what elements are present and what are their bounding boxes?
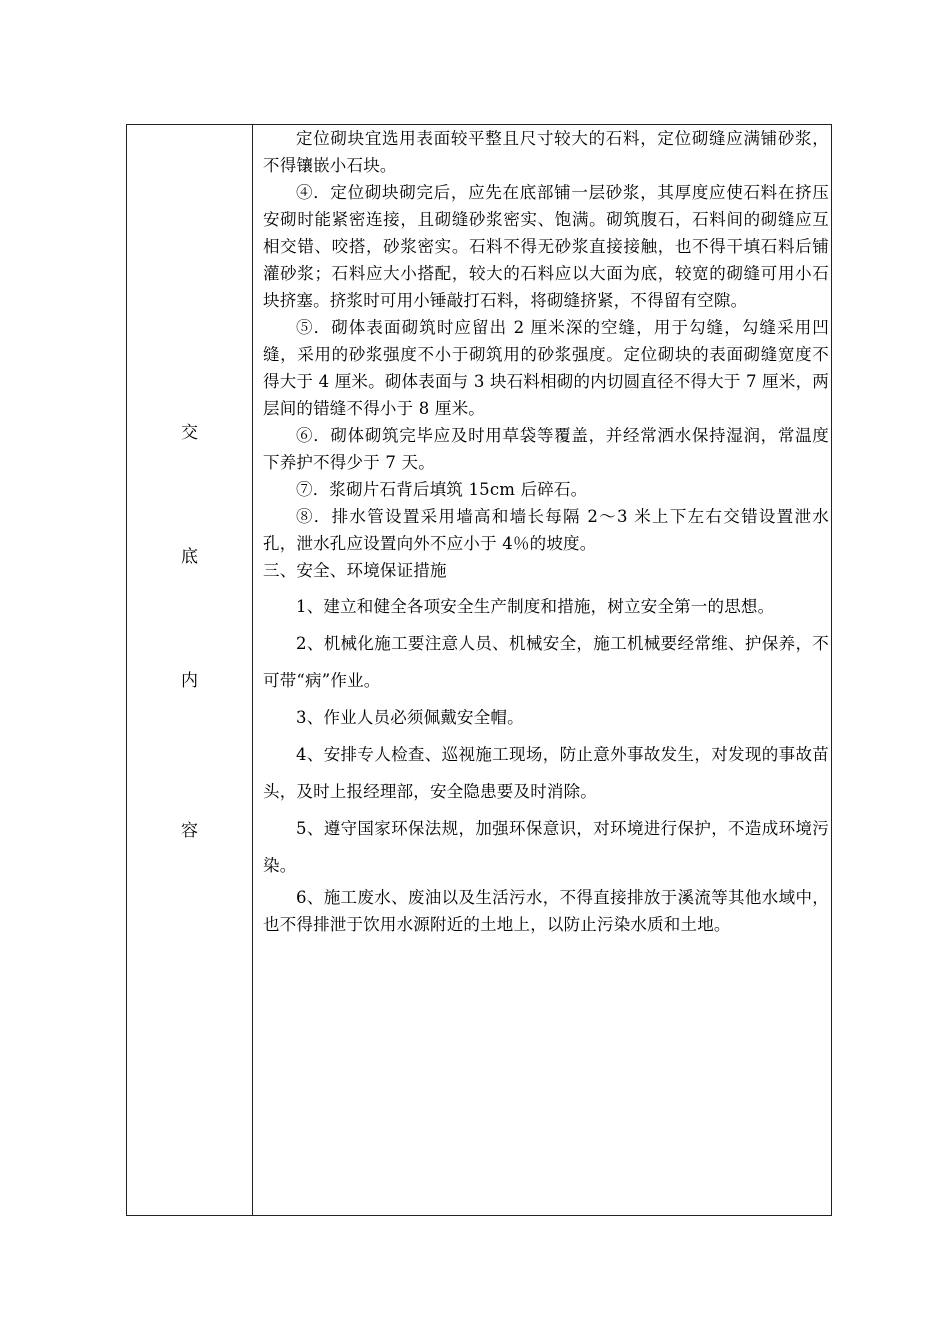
paragraph: ④．定位砌块砌完后，应先在底部铺一层砂浆，其厚度应使石料在挤压安砌时能紧密连接，且砌缝砂浆密实、饱满。砌筑腹石，石料间的砌缝应互相交错、咬搭，砂浆密实。石料不得无砂浆直接接触，也不得干填石料后铺灌砂浆；石料应大小搭配，较大的石料应以大面为底，较宽的砌缝可用小石块挤塞。挤浆时可用小锤敲打石料，将砌缝挤紧，不得留有空隙。	[263, 183, 829, 310]
disclosure-table	[126, 124, 832, 1216]
side-label-char-2: 底	[181, 547, 198, 567]
side-label-char-1: 交	[181, 423, 198, 443]
paragraph: ⑦．浆砌片石背后填筑 15cm 后碎石。	[296, 480, 588, 499]
side-label-char-4: 容	[181, 821, 198, 841]
paragraph: ⑤．砌体表面砌筑时应留出 2 厘米深的空缝，用于勾缝，勾缝采用凹缝，采用的砂浆强度不小于砌筑用的砂浆强度。定位砌块的表面砌缝宽度不得大于 4 厘米。砌体表面与 3 块石料相砌的内切圆直径不得大于 7 厘米，两层间的错缝不得小于 8 厘米。	[263, 318, 829, 418]
column-divider	[252, 125, 253, 1215]
safety-item-4: 4、安排专人检查、巡视施工现场，防止意外事故发生，对发现的事故苗头，及时上报经理部，安全隐患要及时消除。	[263, 745, 829, 801]
disclosure-content	[263, 125, 829, 938]
side-label-char-3: 内	[181, 671, 198, 691]
safety-item-6: 6、施工废水、废油以及生活污水，不得直接排放于溪流等其他水域中，也不得排泄于饮用水源附近的土地上，以防止污染水质和土地。	[263, 888, 829, 934]
safety-item-5: 5、遵守国家环保法规，加强环保意识，对环境进行保护，不造成环境污染。	[263, 819, 829, 875]
paragraph: ⑥．砌体砌筑完毕应及时用草袋等覆盖，并经常洒水保持湿润，常温度下养护不得少于 7 天。	[263, 426, 829, 472]
safety-item-3: 3、作业人员必须佩戴安全帽。	[296, 708, 524, 727]
paragraph: 定位砌块宜选用表面较平整且尺寸较大的石料，定位砌缝应满铺砂浆，不得镶嵌小石块。	[263, 129, 829, 175]
safety-item-1: 1、建立和健全各项安全生产制度和措施，树立安全第一的思想。	[296, 597, 775, 616]
section-heading: 三、安全、环境保证措施	[263, 561, 447, 580]
paragraph: ⑧．排水管设置采用墙高和墙长每隔 2～3 米上下左右交错设置泄水孔，泄水孔应设置向外不应小于 4％的坡度。	[263, 507, 829, 553]
safety-item-2: 2、机械化施工要注意人员、机械安全，施工机械要经常维、护保养，不可带“病”作业。	[263, 634, 829, 690]
